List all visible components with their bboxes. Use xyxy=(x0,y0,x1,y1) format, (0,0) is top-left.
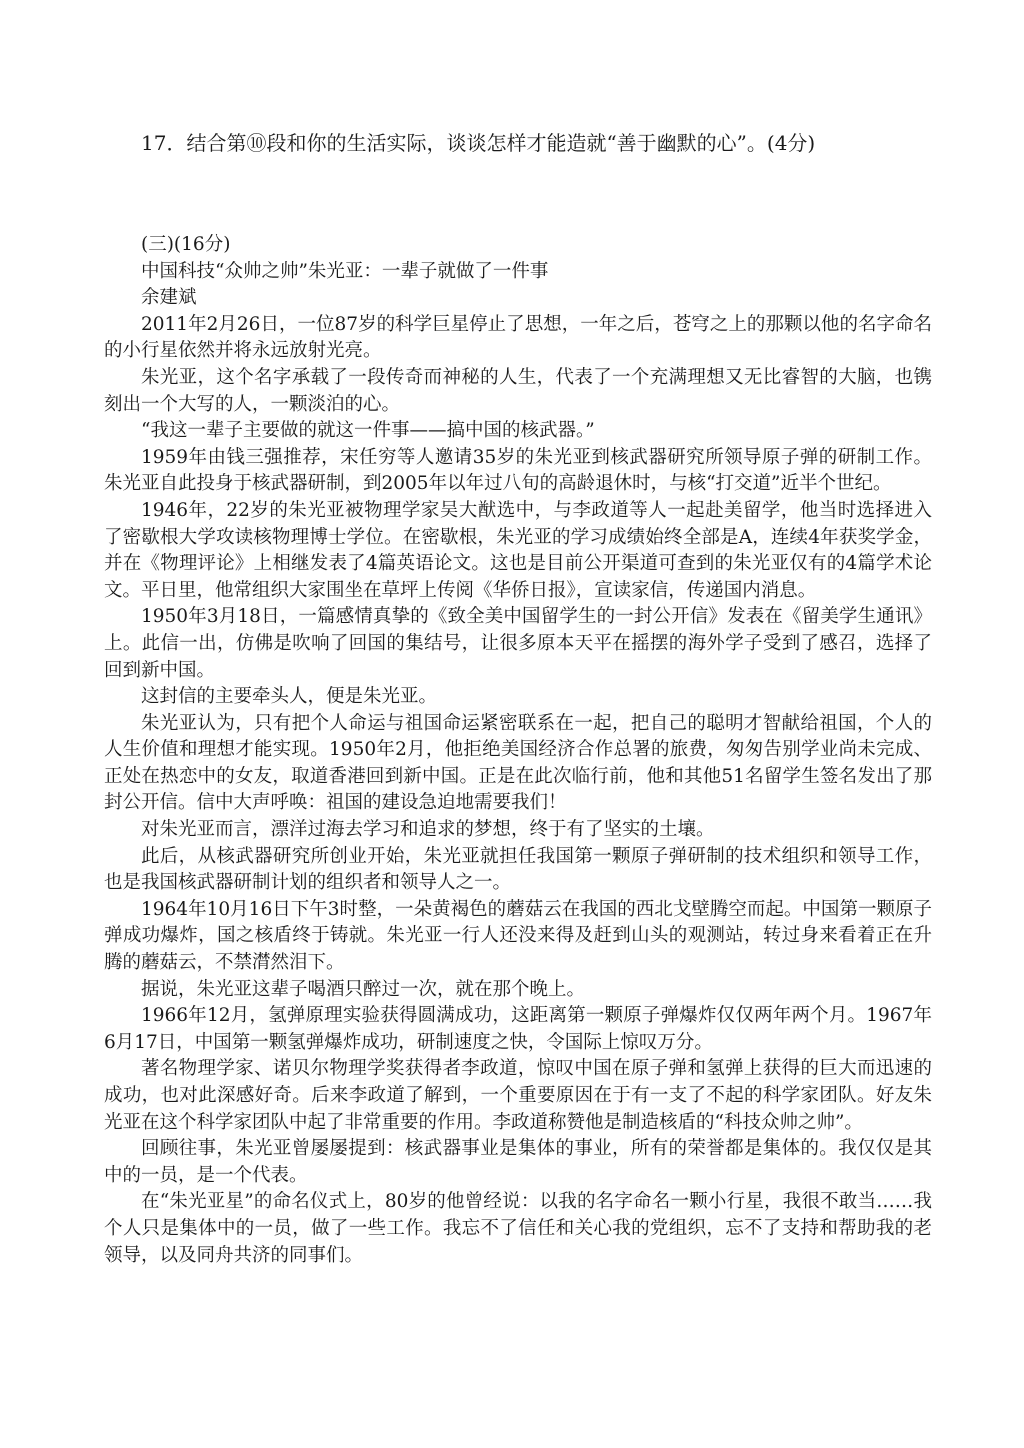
article-author: 余建斌 xyxy=(141,287,197,309)
paragraph: “我这一辈子主要做的就这一件事——搞中国的核武器。” xyxy=(141,420,595,442)
paragraph: 回顾往事，朱光亚曾屡屡提到：核武器事业是集体的事业，所有的荣誉都是集体的。我仅仅是其中的一员，是一个代表。 xyxy=(104,1138,932,1186)
section-heading: (三)(16分) xyxy=(141,234,231,255)
paragraph: 在“朱光亚星”的命名仪式上，80岁的他曾经说：以我的名字命名一颗小行星，我很不敢当……我个人只是集体中的一员，做了一些工作。我忘不了信任和关心我的党组织，忘不了支持和帮助我的老领导，以及同舟共济的同事们。 xyxy=(104,1191,932,1266)
paragraph: 1950年3月18日，一篇感情真挚的《致全美中国留学生的一封公开信》发表在《留美学生通讯》上。此信一出，仿佛是吹响了回国的集结号，让很多原本天平在摇摆的海外学子受到了感召，选择了回到新中国。 xyxy=(104,606,932,681)
paragraph: 朱光亚认为，只有把个人命运与祖国命运紧密联系在一起，把自己的聪明才智献给祖国，个人的人生价值和理想才能实现。1950年2月，他拒绝美国经济合作总署的旅费，匆匆告别学业尚未完成、正处在热恋中的女友，取道香港回到新中国。正是在此次临行前，他和其他51名留学生签名发出了那封公开信。信中大声呼唤：祖国的建设急迫地需要我们！ xyxy=(104,712,932,814)
paragraph: 1964年10月16日下午3时整，一朵黄褐色的蘑菇云在我国的西北戈壁腾空而起。中国第一颗原子弹成功爆炸，国之核盾终于铸就。朱光亚一行人还没来得及赶到山头的观测站，转过身来看着正在升腾的蘑菇云，不禁潸然泪下。 xyxy=(104,898,932,974)
paragraph: 1959年由钱三强推荐，宋任穷等人邀请35岁的朱光亚到核武器研究所领导原子弹的研制工作。朱光亚自此投身于核武器研制，到2005年以年过八旬的高龄退休时，与核“打交道”近半个世纪。 xyxy=(104,446,932,495)
paragraph: 著名物理学家、诺贝尔物理学奖获得者李政道，惊叹中国在原子弹和氢弹上获得的巨大而迅速的成功，也对此深感好奇。后来李政道了解到，一个重要原因在于有一支了不起的科学家团队。好友朱光亚在这个科学家团队中起了非常重要的作用。李政道称赞他是制造核盾的“科技众帅之帅”。 xyxy=(104,1058,932,1133)
paragraph: 2011年2月26日，一位87岁的科学巨星停止了思想，一年之后，苍穹之上的那颗以他的名字命名的小行星依然并将永远放射光亮。 xyxy=(104,313,932,362)
article-title: 中国科技“众帅之帅”朱光亚：一辈子就做了一件事 xyxy=(141,260,549,282)
paragraph: 1966年12月，氢弹原理实验获得圆满成功，这距离第一颗原子弹爆炸仅仅两年两个月。1967年6月17日，中国第一颗氢弹爆炸成功，研制速度之快，令国际上惊叹万分。 xyxy=(104,1005,932,1053)
paragraph: 这封信的主要牵头人，便是朱光亚。 xyxy=(141,686,438,708)
question-17: 17．结合第⑩段和你的生活实际，谈谈怎样才能造就“善于幽默的心”。(4分) xyxy=(141,131,816,155)
paragraph: 据说，朱光亚这辈子喝酒只醉过一次，就在那个晚上。 xyxy=(141,978,586,1000)
paragraph: 1946年，22岁的朱光亚被物理学家吴大猷选中，与李政道等人一起赴美留学，他当时选择进入了密歇根大学攻读核物理博士学位。在密歇根，朱光亚的学习成绩始终全部是A，连续4年获奖学金，并在《物理评论》上相继发表了4篇英语论文。这也是目前公开渠道可查到的朱光亚仅有的4篇学术论文。平日里，他常组织大家围坐在草坪上传阅《华侨日报》，宣读家信，传递国内消息。 xyxy=(104,499,932,601)
reading-article xyxy=(104,232,932,1269)
paragraph: 此后，从核武器研究所创业开始，朱光亚就担任我国第一颗原子弹研制的技术组织和领导工作，也是我国核武器研制计划的组织者和领导人之一。 xyxy=(104,845,932,894)
paragraph: 朱光亚，这个名字承载了一段传奇而神秘的人生，代表了一个充满理想又无比睿智的大脑，也镌刻出一个大写的人，一颗淡泊的心。 xyxy=(104,366,932,415)
paragraph: 对朱光亚而言，漂洋过海去学习和追求的梦想，终于有了坚实的土壤。 xyxy=(141,819,715,841)
